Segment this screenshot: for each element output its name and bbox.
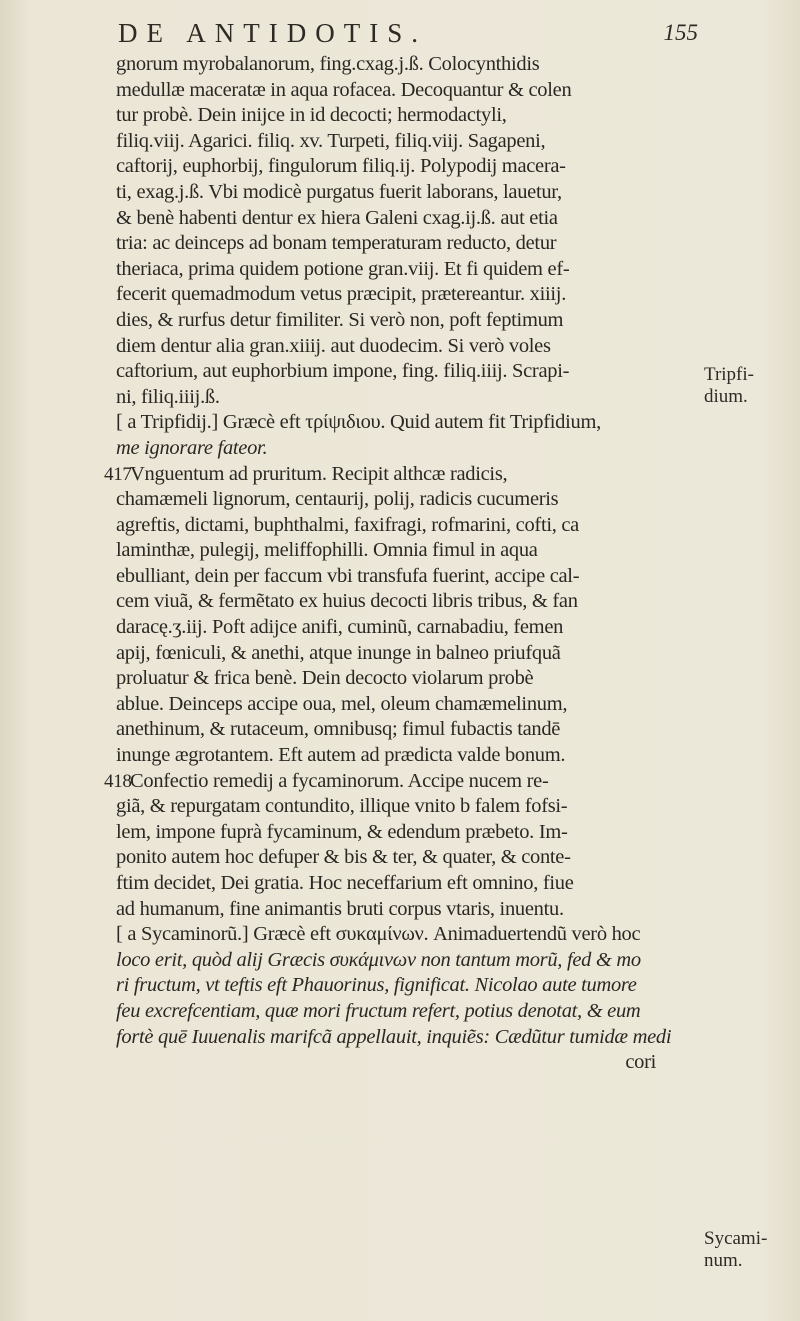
text-line: ponito autem hoc defuper & bis & ter, & quater, & conte-	[116, 846, 571, 869]
text-line: tria: ac deinceps ad bonam temperaturam reducto, detur	[116, 232, 557, 255]
body-text	[104, 52, 676, 1076]
text-line: lem, impone fuprà fycaminum, & edendum præbeto. Im-	[116, 820, 568, 843]
note-sycaminorum: [ a Sycaminorũ.] Græcè eft συκαμίνων. Animaduertendũ verò hoc	[116, 923, 641, 946]
catchword: cori	[625, 1051, 656, 1074]
text-line: chamæmeli lignorum, centaurij, polij, radicis cucumeris	[116, 488, 559, 511]
margin-note-sycaminum: Sycami- num.	[704, 1228, 768, 1271]
note-tripfidij-cont: me ignorare fateor.	[116, 436, 268, 459]
text-line: & benè habenti dentur ex hiera Galeni cxag.ij.ß. aut etia	[116, 206, 558, 229]
text-line: daracę.ʒ.iij. Poft adijce anifi, cuminũ, carnabadiu, femen	[116, 616, 564, 639]
running-head: DE ANTIDOTIS.	[118, 18, 427, 48]
text-line: caftorium, aut euphorbium impone, fing. filiq.iiij. Scrapi-	[116, 360, 570, 383]
text-line: anethinum, & rutaceum, omnibusq; fimul fubactis tandē	[116, 718, 561, 741]
text-line: giã, & repurgatam contundito, illique vnito b falem fofsi-	[116, 795, 568, 818]
text-line: inunge ægrotantem. Eft autem ad prædicta valde bonum.	[116, 744, 566, 767]
section-number: 418	[104, 770, 132, 792]
text-line: ftim decidet, Dei gratia. Hoc neceffarium eft omnino, fiue	[116, 872, 574, 894]
text-line: ti, exag.j.ß. Vbi modicè purgatus fuerit laborans, lauetur,	[116, 180, 562, 203]
text-line: Confectio remedij a fycaminorum. Accipe nucem re-	[130, 769, 549, 792]
page-number: 155	[663, 20, 698, 45]
note-line: loco erit, quòd alij Græcis συκάμινων non tantum morũ, fed & mo	[116, 948, 641, 971]
text-line: tur probè. Dein inijce in id decocti; hermodactyli,	[116, 104, 507, 127]
text-line: gnorum myrobalanorum, fing.cxag.j.ß. Colocynthidis	[116, 53, 540, 75]
text-line: ebulliant, dein per faccum vbi transfufa fuerint, accipe cal-	[116, 564, 580, 587]
section-418-first-line	[104, 769, 676, 795]
section-number: 417	[104, 463, 132, 485]
text-line: filiq.viij. Agarici. filiq. xv. Turpeti, filiq.viij. Sagapeni,	[116, 129, 546, 152]
text-line: dies, & rurfus detur fimiliter. Si verò non, poft feptimum	[116, 308, 564, 331]
text-line: diem dentur alia gran.xiiij. aut duodecim. Si verò voles	[116, 334, 551, 357]
note-tripfidij: [ a Tripfidij.] Græcè eft τρίψιδιου. Quid autem fit Tripfidium,	[116, 411, 601, 434]
text-line: cem viuã, & fermẽtato ex huius decocti libris tribus, & fan	[116, 590, 578, 613]
text-line: medullæ maceratæ in aqua rofacea. Decoquantur & colen	[116, 78, 572, 101]
text-line: caftorij, euphorbij, fingulorum filiq.ij. Polypodij macera-	[116, 155, 566, 178]
text-line: apij, fœniculi, & anethi, atque inunge in balneo priufquã	[116, 641, 561, 664]
text-line: laminthæ, pulegij, meliffophilli. Omnia fimul in aqua	[116, 539, 538, 562]
text-line: ad humanum, fine animantis bruti corpus vtaris, inuentu.	[116, 897, 564, 920]
note-line: fortè quē Iuuenalis marifcã appellauit, inquiẽs: Cædũtur tumidæ medi	[116, 1025, 672, 1048]
text-line: ni, filiq.iiij.ß.	[116, 385, 220, 408]
text-line: proluatur & frica benè. Dein decocto violarum probè	[116, 667, 534, 690]
text-line: fecerit quemadmodum vetus præcipit, prætereantur. xiiij.	[116, 283, 567, 306]
page-bottom-margin	[0, 1290, 800, 1321]
text-line: theriaca, prima quidem potione gran.viij. Et fi quidem ef-	[116, 257, 570, 280]
text-line: Vnguentum ad pruritum. Recipit althcæ radicis,	[130, 462, 508, 485]
note-line: feu excrefcentiam, quæ mori fructum refert, potius denotat, & eum	[116, 999, 641, 1022]
margin-note-tripfidium: Tripfi- dium.	[704, 364, 754, 407]
page-header	[118, 18, 698, 52]
text-line: ablue. Deinceps accipe oua, mel, oleum chamæmelinum,	[116, 692, 568, 715]
section-417-first-line	[104, 462, 676, 488]
note-line: ri fructum, vt teftis eft Phauorinus, fignificat. Nicolao aute tumore	[116, 974, 637, 997]
text-line: agreftis, dictami, buphthalmi, faxifragi, rofmarini, cofti, ca	[116, 513, 579, 536]
